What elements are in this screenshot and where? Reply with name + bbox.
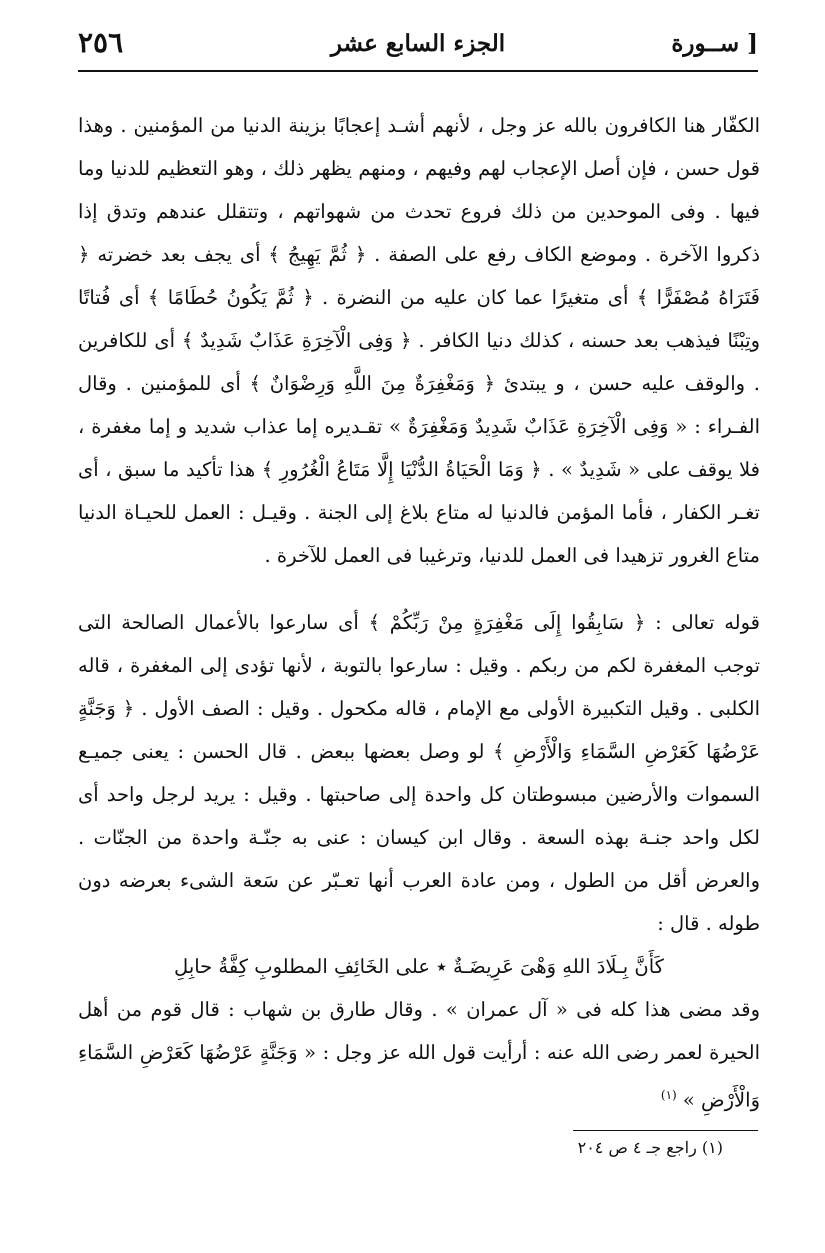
page-header — [78, 24, 758, 68]
footnote-reference: (١) — [660, 1088, 677, 1102]
paragraph-1: الكفّار هنا الكافرون بالله عز وجل ، لأنهم أشـد إعجابًا بزينة الدنيا من المؤمنين . وهذا قول حسن ، فإن أصل الإعجاب لهم وفيهم ، ومنهم يظهر ذلك ، وهو التعظيم للدنيا وما فيها . وفى الموحدين من ذلك فروع تحدث من شهواتهم ، وتتقلل عندهم وتدق إذا ذكروا الآخرة . وموضع الكاف رفع على الصفة . ﴿ ثُمَّ يَهِيجُ ﴾ أى يجف بعد خضرته ﴿ فَتَرَاهُ مُصْفَرًّا ﴾ أى متغيرًا عما كان عليه من النضرة . ﴿ ثُمَّ يَكُونُ حُطَامًا ﴾ أى فُتاتًا وتِبْنًا فيذهب بعد حسنه ، كذلك دنيا الكافر . ﴿ وَفِى الْآخِرَةِ عَذَابٌ شَدِيدٌ ﴾ أى للكافرين . والوقف عليه حسن ، و يبتدئ ﴿ وَمَغْفِرَةٌ مِنَ اللَّهِ وَرِضْوَانٌ ﴾ أى للمؤمنين . وقال الفـراء : « وَفِى الْآخِرَةِ عَذَابٌ شَدِيدٌ وَمَغْفِرَةٌ » تقـديره إما عذاب شديد و إما مغفرة ، فلا يوقف على « شَدِيدٌ » . ﴿ وَمَا الْحَيَاةُ الدُّنْيَا إِلَّا مَتَاعُ الْغُرُورِ ﴾ هذا تأكيد ما سبق ، أى تغـر الكفار ، فأما المؤمن فالدنيا له متاع بلاغ إلى الجنة . وقيـل : العمل للحيـاة الدنيا متاع الغرور تزهيدا فى العمل للدنيا، وترغيبا فى العمل للآخرة . — [78, 114, 760, 567]
footnote-text: (١) راجع جـ ٤ ص ٢٠٤ — [577, 1138, 723, 1157]
page-body — [78, 104, 760, 1122]
running-title: الجزء السابع عشر — [330, 30, 506, 57]
footnote-rule — [573, 1130, 758, 1131]
paragraph-3-text: وقد مضى هذا كله فى « آل عمران » . وقال طارق بن شهاب : قال قوم من أهل الحيرة لعمر رضى الله عنه : أرأيت قول الله عز وجل : « وَجَنَّةٍ عَرْضُهَا كَعَرْضِ السَّمَاءِ وَالْأَرْضِ » — [78, 998, 760, 1112]
header-rule — [78, 70, 758, 72]
page-number: ٢٥٦ — [78, 26, 124, 59]
paragraph-2: قوله تعالى : ﴿ سَابِقُوا إِلَى مَغْفِرَةٍ مِنْ رَبِّكُمْ ﴾ أى سارعوا بالأعمال الصالحة التى توجب المغفرة لكم من ربكم . وقيل : سارعوا بالتوبة ، لأنها تؤدى إلى المغفرة ، قاله الكلبى . وقيل التكبيرة الأولى مع الإمام ، قاله مكحول . وقيل : الصف الأول . ﴿ وَجَنَّةٍ عَرْضُهَا كَعَرْضِ السَّمَاءِ وَالْأَرْضِ ﴾ لو وصل بعضها ببعض . قال الحسن : يعنى جميـع السموات والأرضين مبسوطتان كل واحدة إلى صاحبتها . وقيل : يريد لرجل واحد أى لكل واحد جنـة بهذه السعة . وقال ابن كيسان : عنى به جنّـة واحدة من الجنّات . والعرض أقل من الطول ، ومن عادة العرب أنها تعـبّر عن سَعة الشىء بعرضه دون طوله . قال : — [78, 611, 760, 935]
paragraph-3 — [78, 988, 760, 1122]
poetry-verse: كَأَنَّ بِـلَادَ اللهِ وَهْىَ عَرِيضَـةٌ ٭ على الخَائِفِ المطلوبِ كِفَّةُ حابِلِ — [174, 955, 664, 978]
surah-label: [ ســورة — [671, 30, 758, 57]
